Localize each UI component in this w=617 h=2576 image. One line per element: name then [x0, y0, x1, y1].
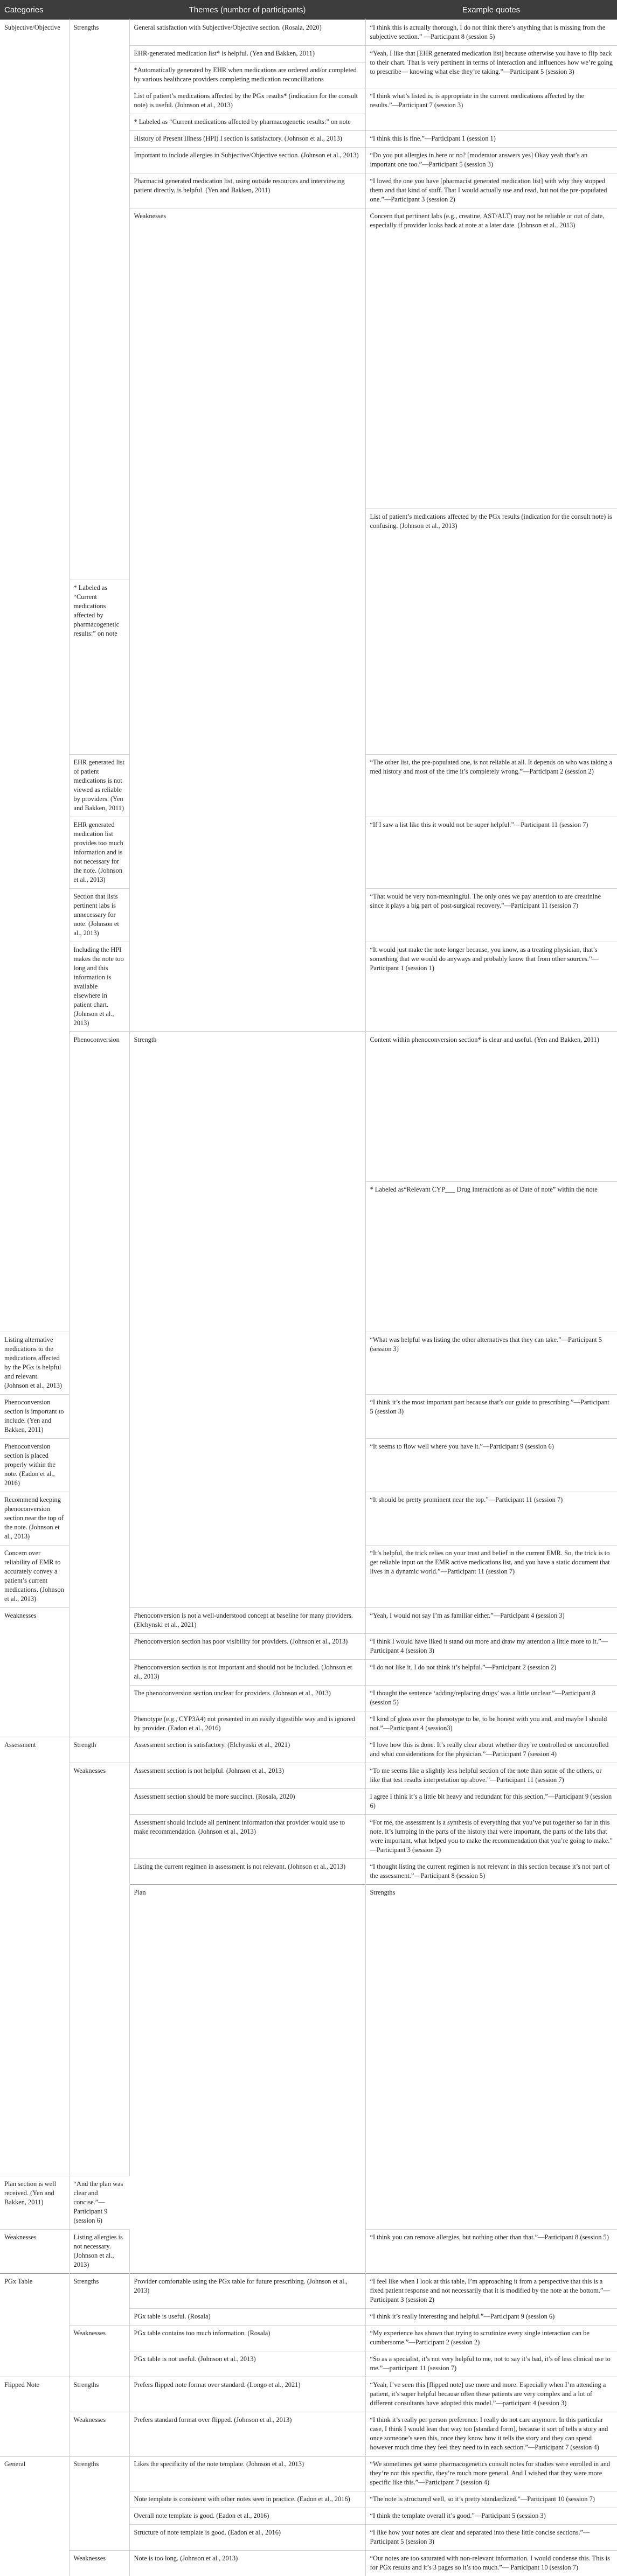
table-row — [0, 2412, 617, 2456]
theme-cell: Concern that pertinent labs (e.g., creatine, AST/ALT) may not be reliable or out of date, especially if provider looks back at note at a later date. (Johnson et al., 2013) — [365, 208, 617, 509]
quote-cell: “Yeah, I would not say I’m as familiar either.”—Participant 4 (session 3) — [365, 1608, 617, 1634]
quote-cell: “I do not like it. I do not think it’s helpful.”—Participant 2 (session 2) — [365, 1660, 617, 1686]
quote-cell: “The other list, the pre-populated one, is not reliable at all. It depends on who was taking a med history and most of the time it’s completely wrong.”—Participant 2 (session 2) — [365, 754, 617, 817]
quote-cell: “I think it’s really per person preference. I really do not care anymore. In this particular case, I think I would lean that way too [standard form], because it sort of tells a story and once someone’s seen this, once they know how it tells the story and they can spend however much time they feel they need to in each section.”—Participant 7 (session 4) — [365, 2412, 617, 2456]
quote-cell: “Do you put allergies in here or no? [moderator answers yes] Okay yeah that’s an important one too.”—Participant 5 (session 3) — [365, 148, 617, 173]
quote-cell: “The note is structured well, so it’s pretty standardized.”—Participant 10 (session 7) — [365, 2491, 617, 2508]
category-cell: General — [0, 2456, 69, 2576]
table-row — [0, 2377, 617, 2412]
subcategory-cell: Strength — [129, 1032, 365, 1608]
theme-cell: Including the HPI makes the note too long and this information is available elsewhere in patient chart. (Johnson et al., 2013) — [69, 942, 129, 1032]
theme-cell: Listing the current regimen in assessment is not relevant. (Johnson et al., 2013) — [129, 1859, 365, 1885]
theme-cell: Likes the specificity of the note template. (Johnson et al., 2013) — [129, 2456, 365, 2491]
theme-cell: List of patient’s medications affected by the PGx results* (indication for the consult note) is useful. (Johnson et al., 2013) — [129, 88, 365, 114]
theme-cell: Note is too long. (Johnson et al., 2013) — [129, 2550, 365, 2576]
quote-cell: “I think this is fine.”—Participant 1 (session 1) — [365, 131, 617, 148]
theme-cell: * Labeled as “Current medications affected by pharmacogenetic results:” on note — [69, 580, 129, 754]
category-cell: Subjective/Objective — [0, 20, 69, 1332]
theme-cell: Phenoconversion is not a well-understood concept at baseline for many providers. (Elchynski et al., 2021) — [129, 1608, 365, 1634]
subcategory-cell: Strength — [69, 1737, 129, 1763]
category-cell: Flipped Note — [0, 2377, 69, 2456]
quote-cell: “I like how your notes are clear and separated into these little concise sections.”— Participant 5 (session 3) — [365, 2524, 617, 2550]
quote-cell: “I think I would have liked it stand out more and draw my attention a little more to it.”—Participant 4 (session 3) — [365, 1634, 617, 1660]
quote-cell: “I think what’s listed is, is appropriate in the current medications affected by the results.”—Participant 7 (session 3) — [365, 88, 617, 131]
quote-cell: “I think you can remove allergies, but nothing other than that.”—Participant 8 (session 5) — [365, 2229, 617, 2273]
table-row — [0, 2550, 617, 2576]
theme-cell: EHR generated medication list provides too much information and is not necessary for the note. (Johnson et al., 2013) — [69, 817, 129, 888]
theme-cell: Assessment section is not helpful. (Johnson et al., 2013) — [129, 1763, 365, 1789]
theme-cell: Assessment section is satisfactory. (Elchynski et al., 2021) — [129, 1737, 365, 1763]
subcategory-cell: Strengths — [69, 2377, 129, 2412]
theme-cell: Pharmacist generated medication list, using outside resources and interviewing patient directly, is helpful. (Yen and Bakken, 2011) — [129, 173, 365, 208]
quote-cell: “I love how this is done. It’s really clear about whether they’re controlled or uncontrolled and what considerations for the physician.”—Participant 7 (session 4) — [365, 1737, 617, 1763]
quote-cell: “That would be very non-meaningful. The only ones we pay attention to are creatinine since it plays a big part of post-surgical recovery.”—Participant 11 (session 7) — [365, 888, 617, 942]
subcategory-cell: Strengths — [69, 2273, 129, 2325]
theme-cell: Structure of note template is good. (Eadon et al., 2016) — [129, 2524, 365, 2550]
quote-cell: “I think this is actually thorough, I do not think there’s anything that is missing from the subjective section.” —Participant 8 (session 5) — [365, 20, 617, 46]
subcategory-cell: Weaknesses — [129, 208, 365, 1032]
theme-cell: List of patient’s medications affected by the PGx results (indication for the consult note) is confusing. (Johnson et al., 2013) — [365, 509, 617, 580]
quote-cell: “I kind of gloss over the phenotype to be, to be honest with you and, and maybe I should not.”—Participant 4 (session3) — [365, 1711, 617, 1737]
subcategory-cell: Weaknesses — [69, 2325, 129, 2377]
table-row — [0, 2456, 617, 2491]
quote-cell: “My experience has shown that trying to scrutinize every single interaction can be cumbersome.”—Participant 2 (session 2) — [365, 2325, 617, 2351]
theme-cell: EHR generated list of patient medications is not viewed as reliable by providers. (Yen and Bakken, 2011) — [69, 754, 129, 817]
quote-cell: “To me seems like a slightly less helpful section of the note than some of the others, or like that test results interpretation up above.”—Participant 11 (session 7) — [365, 1763, 617, 1789]
theme-cell: PGx table contains too much information. (Rosala) — [129, 2325, 365, 2351]
theme-cell: Phenoconversion section has poor visibility for providers. (Johnson et al., 2013) — [129, 1634, 365, 1660]
theme-cell: * Labeled as “Current medications affected by pharmacogenetic results:” on note — [129, 114, 365, 131]
theme-cell: Note template is consistent with other notes seen in practice. (Eadon et al., 2016) — [129, 2491, 365, 2508]
quote-cell: “What was helpful was listing the other alternatives that they can take.”—Participant 5 (session 3) — [365, 1332, 617, 1395]
theme-cell: Phenoconversion section is placed properly within the note. (Eadon et al., 2016) — [0, 1439, 69, 1492]
quote-cell: “I feel like when I look at this table, I’m approaching it from a perspective that this is a fixed patient response and not necessarily that it is modified by the note at the bottom.”—Participant 3 (session 2) — [365, 2273, 617, 2308]
quote-cell: “Yeah, I like that [EHR generated medication list] because otherwise you have to flip back to their chart. That is very pertinent in terms of interaction and influences how we’re going to prescribe— knowing what else they’re taking.”—Participant 5 (session 3) — [365, 46, 617, 88]
header-themes: Themes (number of participants) — [129, 0, 365, 20]
theme-cell: The phenoconversion section unclear for providers. (Johnson et al., 2013) — [129, 1686, 365, 1711]
theme-cell: Listing allergies is not necessary. (Johnson et al., 2013) — [69, 2229, 129, 2273]
table-row — [0, 1737, 617, 1763]
quote-cell: “It should be pretty prominent near the top.”—Participant 11 (session 7) — [365, 1492, 617, 1545]
theme-cell: PGx table is useful. (Rosala) — [129, 2308, 365, 2325]
theme-cell: EHR-generated medication list* is helpful. (Yen and Bakken, 2011) — [129, 46, 365, 62]
subcategory-cell: Weaknesses — [69, 1763, 129, 2176]
theme-cell: Provider comfortable using the PGx table for future prescribing. (Johnson et al., 2013) — [129, 2273, 365, 2308]
quote-cell: “It would just make the note longer because, you know, as a treating physician, that’s something that we would do anyways and probably know that from other sources.”—Participant 1 (session 1) — [365, 942, 617, 1032]
theme-cell: * Labeled as“Relevant CYP___ Drug Interactions as of Date of note” within the note — [365, 1182, 617, 1332]
theme-cell: Listing alternative medications to the medications affected by the PGx is helpful and relevant. (Johnson et al., 2013) — [0, 1332, 69, 1395]
subcategory-cell: Strengths — [365, 1885, 617, 2230]
theme-cell: Content within phenoconversion section* is clear and useful. (Yen and Bakken, 2011) — [365, 1032, 617, 1182]
theme-cell: *Automatically generated by EHR when medications are ordered and/or completed by various healthcare providers completing medication reconcilliations — [129, 62, 365, 88]
quote-cell: “And the plan was clear and concise.”—Participant 9 (session 6) — [69, 2176, 129, 2229]
theme-cell: Important to include allergies in Subjective/Objective section. (Johnson et al., 2013) — [129, 148, 365, 173]
quote-cell: “I think it’s the most important part because that’s our guide to prescribing.”—Participant 5 (session 3) — [365, 1395, 617, 1439]
table-body — [0, 20, 617, 2576]
header-categories: Categories — [0, 0, 69, 20]
theme-cell: General satisfaction with Subjective/Objective section. (Rosala, 2020) — [129, 20, 365, 46]
quote-cell: “I thought listing the current regimen is not relevant in this section because it’s not part of the assessment.”—Participant 8 (session 5) — [365, 1859, 617, 1885]
subcategory-cell: Weaknesses — [0, 2229, 69, 2273]
theme-cell: Concern over reliability of EMR to accurately convey a patient’s current medications. (Johnson et al., 2013) — [0, 1545, 69, 1608]
theme-cell: Overall note template is good. (Eadon et al., 2016) — [129, 2508, 365, 2524]
quote-cell: “It seems to flow well where you have it.”—Participant 9 (session 6) — [365, 1439, 617, 1492]
theme-cell: Assessment should include all pertinent information that provider would use to make recommendation. (Johnson et al., 2013) — [129, 1815, 365, 1859]
table-row — [0, 1032, 617, 1182]
quote-cell: “For me, the assessment is a synthesis of everything that you’ve put together so far in this note. It’s lumping in the parts of the history that were important, the parts of the labs that were important, what helped you to make the recommendation that you’re going to make.” —Participant 3 (session 2) — [365, 1815, 617, 1859]
theme-cell: Assessment section should be more succinct. (Rosala, 2020) — [129, 1789, 365, 1815]
quote-cell: “So as a specialist, it’s not very helpful to me, not to say it’s bad, it’s of less clinical use to me.”—participant 11 (session 7) — [365, 2351, 617, 2377]
theme-cell: PGx table is not useful. (Johnson et al., 2013) — [129, 2351, 365, 2377]
subcategory-cell: Strengths — [69, 2456, 129, 2550]
table-row — [0, 1763, 617, 1789]
quote-cell: “We sometimes get some pharmacogenetics consult notes for studies were enrolled in and they’re not this specific, they’re much more general. And I wished that they were more specific like this.”—Participant 7 (session 4) — [365, 2456, 617, 2491]
theme-cell: Phenoconversion section is not important and should not be included. (Johnson et al., 2013) — [129, 1660, 365, 1686]
category-cell: Phenoconversion — [69, 1032, 129, 1737]
theme-cell: Section that lists pertinent labs is unnecessary for note. (Johnson et al., 2013) — [69, 888, 129, 942]
quote-cell: “I think the template overall it’s good.”—Participant 5 (session 3) — [365, 2508, 617, 2524]
theme-cell: Phenoconversion section is important to include. (Yen and Bakken, 2011) — [0, 1395, 69, 1439]
header-example-quotes: Example quotes — [365, 0, 617, 20]
quote-cell: “Yeah, I’ve seen this [flipped note] use more and more. Especially when I’m attending a patient, it’s super helpful because often these patients are very complex and a lot of different consultants have adopted this model.”—participant 4 (session 3) — [365, 2377, 617, 2412]
subcategory-cell: Weaknesses — [69, 2550, 129, 2576]
subcategory-cell: Strengths — [69, 20, 129, 580]
table-row — [0, 20, 617, 46]
table-row — [0, 2325, 617, 2351]
table-header — [0, 0, 617, 20]
theme-cell: Prefers flipped note format over standard. (Longo et al., 2021) — [129, 2377, 365, 2412]
subcategory-cell: Weaknesses — [69, 2412, 129, 2456]
quote-cell: “I thought the sentence ‘adding/replacing drugs’ was a little unclear.”—Participant 8 (session 5) — [365, 1686, 617, 1711]
category-cell: Plan — [129, 1885, 365, 2274]
header-subcategory — [69, 0, 129, 20]
table-row — [0, 2273, 617, 2308]
quote-cell: “I loved the one you have [pharmacist generated medication list] with why they stopped them and that kind of stuff. That I would actually use and read, but not the pre-populated one.”—Participant 3 (session 2) — [365, 173, 617, 208]
theme-cell: History of Present Illness (HPI) I section is satisfactory. (Johnson et al., 2013) — [129, 131, 365, 148]
theme-cell: Plan section is well received. (Yen and Bakken, 2011) — [0, 2176, 69, 2229]
quote-cell: “Our notes are too saturated with non-relevant information. I would condense this. This is for PGx results and it’s 3 pages so it’s too much.”— Participant 10 (session 7) — [365, 2550, 617, 2576]
quote-cell: “It’s helpful, the trick relies on your trust and belief in the current EMR. So, the trick is to get reliable input on the EMR active medications list, and you have a static document that lives in a dynamic world.”—Participant 11 (session 7) — [365, 1545, 617, 1608]
category-cell: Assessment — [0, 1737, 69, 2176]
quote-cell: I agree I think it’s a little bit heavy and redundant for this section.”—Participant 9 (session 6) — [365, 1789, 617, 1815]
category-cell: PGx Table — [0, 2273, 69, 2377]
theme-cell: Prefers standard format over flipped. (Johnson et al., 2013) — [129, 2412, 365, 2456]
quote-cell: “If I saw a list like this it would not be super helpful.”—Participant 11 (session 7) — [365, 817, 617, 888]
quote-cell: “I think it’s really interesting and helpful.”—Participant 9 (session 6) — [365, 2308, 617, 2325]
subcategory-cell: Weaknesses — [0, 1608, 69, 1737]
theme-cell: Recommend keeping phenoconversion section near the top of the note. (Johnson et al., 2013) — [0, 1492, 69, 1545]
theme-cell: Phenotype (e.g., CYP3A4) not presented in an easily digestible way and is ignored by provider. (Eadon et al., 2016) — [129, 1711, 365, 1737]
